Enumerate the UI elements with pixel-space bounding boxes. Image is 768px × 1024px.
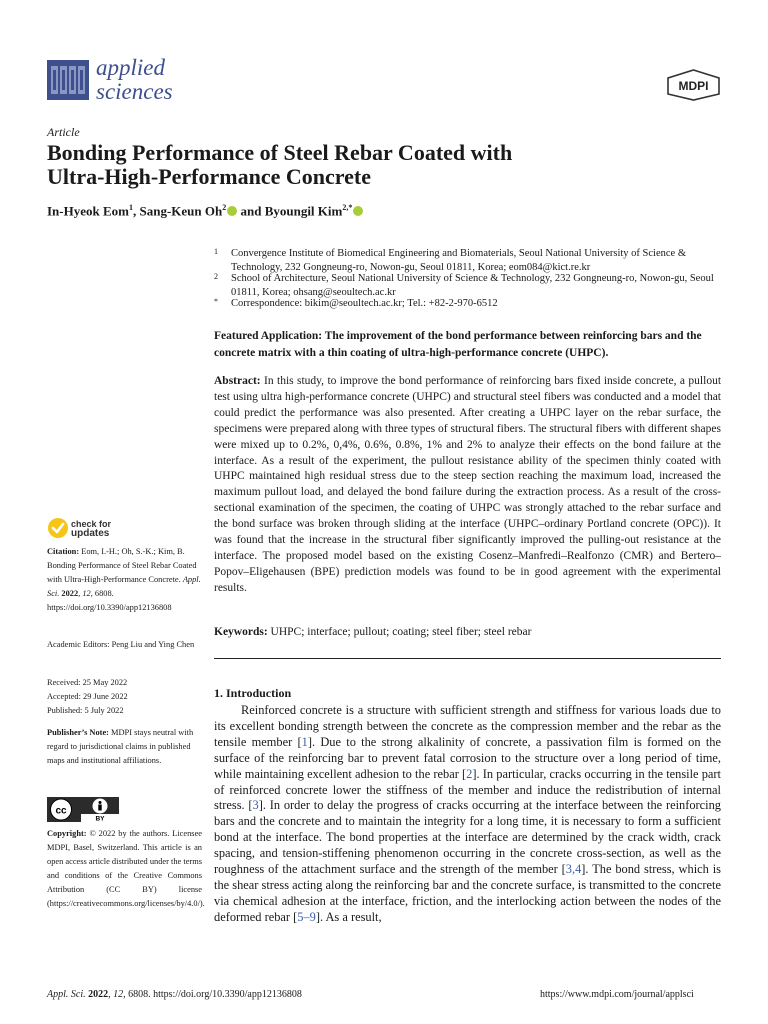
abstract-label: Abstract: [214, 375, 261, 387]
correspondence [214, 297, 720, 311]
cc-mark: cc [55, 805, 67, 817]
featured-application: Featured Application: The improvement of the bond performance between reinforcing bars and the concrete matrix with a thin coating of ultra-high-performance concrete (UHPC). [214, 330, 702, 359]
check-updates-label [71, 519, 111, 539]
check-updates-icon [47, 517, 69, 539]
author-list [47, 203, 363, 219]
intro-text-segment: Reinforced concrete is a structure with sufficient strength and stiffness for various loads due to its excellent bonding strength between the concrete as the compression member and the rebar as the tensile member [ [214, 703, 721, 749]
journal-name-line1: applied [96, 55, 165, 80]
article-type: Article [47, 125, 80, 139]
footer-doi[interactable]: , 6808. https://doi.org/10.3390/app12136808 [123, 989, 302, 1000]
affiliation-text: Convergence Institute of Biomedical Engineering and Biomaterials, Seoul National University of Science & Technology, 232 Gongneung-ro, Nowon-gu, Seoul 01811, Korea; eom084@kict.re.kr [231, 248, 686, 273]
journal-name-line2: sciences [96, 79, 173, 104]
journal-logo-icon [47, 60, 89, 100]
citation: Citation: Eom, I.-H.; Oh, S.-K.; Kim, B. Bonding Performance of Steel Rebar Coated with Ultra-High-Performance Concrete. Appl. Sci. 2022, 12, 6808. https://doi.org/10.3390/app12136808 [47, 547, 201, 612]
footer-citation: Appl. Sci. 2022, 12, 6808. https://doi.org/10.3390/app12136808 [47, 989, 302, 1000]
affiliation [214, 247, 720, 275]
reference-link[interactable]: 2 [466, 766, 473, 781]
intro-text-segment: ]. In order to delay the progress of cracks occurring at the interface between the reinforcing bars and the concrete and to maintain the integrity for a long time, it is necessary to form a sufficient bond at the interface. The bond properties at the interface are determined by the crack width, crack spacing, and tension-stiffening phenomenon occurring in the concrete cross-section, as well as the roughness of the attachment surface and the strength of the member [ [214, 798, 721, 877]
by-mark: BY [95, 815, 105, 822]
publishers-note-label: Publisher’s Note: [47, 728, 109, 737]
abstract-text: In this study, to improve the bond performance of reinforcing bars fixed inside concrete, a pullout test using ultra high-performance concrete (UHPC) and structural steel fibers was conducted and a model that could predict the performance was also presented. After creating a UHPC layer on the rebar surface, the specimens were prepared along with three types of structural fibers. The structural fibers with different shapes were mixed up to 0.2%, 0,4%, 0.6%, 0.8%, 1% and 2% to analyze their effects on the bond failure at the interface. As a result of the experiment, the pullout resistance ability of the specimen thinly coated with UHPC maintained high residual stress due to the steep section reaching the maximum load, increased the maximum pullout load, and delayed the bond failure during the extraction process. As a result of the cross-sectional examination of the specimen, the coating of UHPC was strongly attached to the rebar surface and the bond surface was broken through sliding at the interface (UHPC–ordinary Portland concrete (OPC)). It was found that the increase in the structural fiber significantly improved the pulling-out resistance at the interface. The proposed model based on the existing Cosenz–Manfredi–Realfonzo (CMR) and Bertero–Popov–Eligehausen (BPE) prediction models was found to be in good agreement with the experimental results. [214, 375, 722, 594]
title-line1: Bonding Performance of Steel Rebar Coated with [47, 140, 513, 165]
correspondence-text: Correspondence: bikim@seoultech.ac.kr; Tel.: +82-2-970-6512 [231, 298, 498, 309]
abstract [214, 374, 721, 597]
reference-link[interactable]: 3,4 [565, 862, 582, 877]
author-name[interactable]: In-Hyeok Eom [47, 203, 129, 219]
affiliation-text: School of Architecture, Seoul National University of Science & Technology, 232 Gongneung-ro, Nowon-gu, Seoul 01811, Korea; ohsang@seoultech.ac.kr [231, 273, 714, 298]
introduction-body [214, 703, 721, 926]
author-separator: , [132, 203, 140, 219]
affiliation-mark: 1 [214, 247, 218, 256]
footer-volume: 12 [113, 989, 124, 1000]
citation-doi[interactable]: , 6808. https://doi.org/10.3390/app12136808 [47, 589, 172, 612]
author-name[interactable]: Sang-Keun Oh [139, 203, 223, 219]
affiliation [214, 272, 720, 300]
mdpi-logo-icon [666, 69, 721, 101]
check-updates-line2: updates [71, 528, 110, 539]
author-name[interactable]: Byoungil Kim [264, 203, 343, 219]
affiliation-mark: 2,* [342, 203, 353, 212]
cc-by-license-icon[interactable] [47, 797, 119, 822]
footer-journal: Appl. Sci. [47, 989, 86, 1000]
published-date: Published: 5 July 2022 [47, 706, 124, 715]
affiliation-mark: 2 [214, 272, 218, 281]
keywords [214, 626, 721, 638]
orcid-icon[interactable] [353, 206, 363, 216]
copyright [47, 827, 205, 911]
title-line2: Ultra-High-Performance Concrete [47, 164, 371, 189]
publishers-note-text: MDPI stays neutral with regard to jurisdictional claims in published maps and institutional affiliations. [47, 728, 194, 765]
page-title [47, 141, 687, 189]
introduction-paragraph [214, 703, 721, 926]
section-heading: 1. Introduction [214, 686, 292, 700]
section-divider [214, 658, 721, 659]
keywords-text: UHPC; interface; pullout; coating; steel fiber; steel rebar [270, 626, 532, 638]
citation-year: 2022 [61, 589, 79, 598]
intro-text-segment: ]. Due to the strong alkalinity of concrete, a passivation film is formed on the surface of the reinforcing bar to prevent fatal corrosion to the structure over a long period of time, while maintaining excellent adhesion to the rebar [ [214, 734, 721, 781]
footer-year: 2022 [88, 989, 109, 1000]
intro-text-segment: ]. As a result, [315, 909, 382, 924]
reference-link[interactable]: 1 [301, 734, 308, 749]
affiliation-mark: 2 [222, 203, 227, 212]
received-date: Received: 25 May 2022 [47, 678, 128, 687]
academic-editors: Academic Editors: Peng Liu and Ying Chen [47, 640, 195, 649]
mdpi-logo-text: MDPI [678, 79, 709, 93]
copyright-label: Copyright: [47, 829, 87, 838]
citation-volume: 12 [82, 589, 91, 598]
keywords-label: Keywords: [214, 626, 268, 638]
intro-text-segment: ]. The bond stress, which is the shear stress acting along the reinforcing bar and the concrete surface, is transmitted to the concrete via chemical adhesion at the interface, friction, and the interlocking action between the nodes of the deformed rebar [ [214, 862, 721, 924]
affiliation-mark: 1 [128, 203, 133, 212]
reference-link[interactable]: 3 [252, 798, 259, 813]
publishers-note [47, 726, 202, 768]
author-separator: and [237, 203, 265, 219]
citation-journal: Appl. Sci. [47, 575, 201, 598]
copyright-text: © 2022 by the authors. Licensee MDPI, Basel, Switzerland. This article is an open access article distributed under the terms and conditions of the Creative Commons Attribution (CC BY) license (https://creativecommons.org/licenses/by/4.0/). [47, 829, 205, 908]
check-for-updates-button[interactable] [47, 517, 127, 541]
check-updates-line1: check for [71, 519, 112, 529]
orcid-icon[interactable] [227, 206, 237, 216]
correspondence-mark: * [214, 297, 218, 306]
footer-journal-url[interactable]: https://www.mdpi.com/journal/applsci [540, 989, 694, 1000]
citation-label: Citation: [47, 547, 80, 556]
journal-name [96, 56, 173, 104]
reference-link[interactable]: 5–9 [297, 909, 316, 924]
intro-text-segment: ]. In particular, cracks occurring in the tensile part of reinforced concrete lower the stiffness of the member and induce the redistribution of internal stress. [ [214, 766, 721, 813]
accepted-date: Accepted: 29 June 2022 [47, 692, 128, 701]
citation-text: Eom, I.-H.; Oh, S.-K.; Kim, B. Bonding Performance of Steel Rebar Coated with Ultra-High-Performance Concrete. [47, 547, 197, 584]
